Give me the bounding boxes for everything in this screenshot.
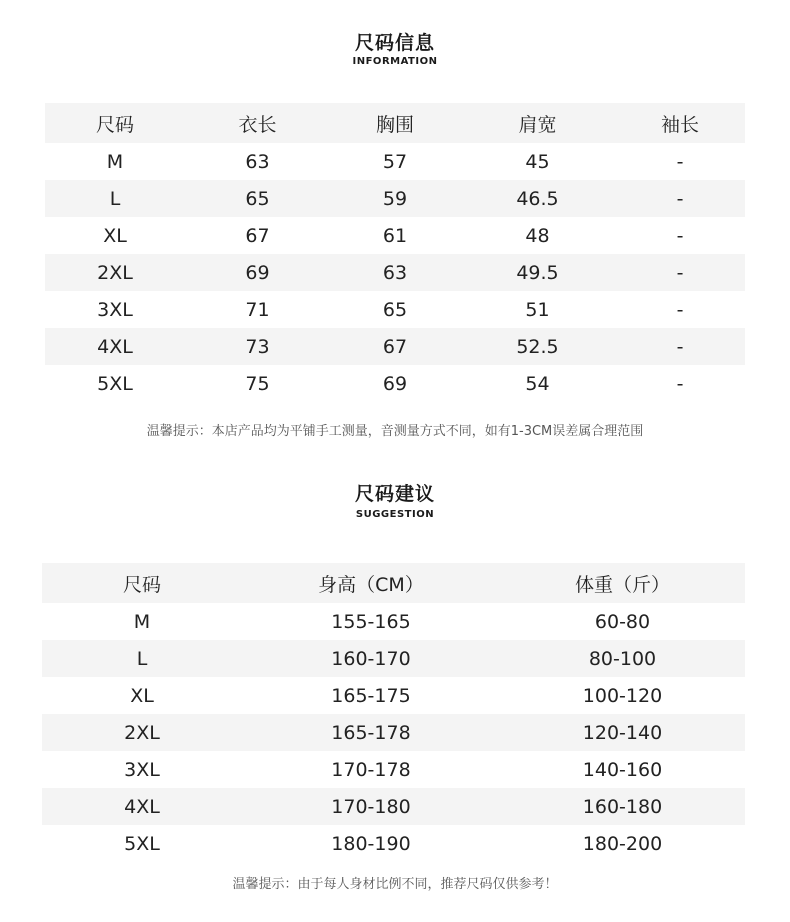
suggestion-note: 温馨提示：由于每人身材比例不同，推荐尺码仅供参考！	[232, 877, 558, 892]
size-suggestion-table	[42, 563, 745, 862]
table-row	[45, 254, 745, 291]
cell-chest: 61	[382, 224, 408, 247]
table-row	[45, 365, 745, 402]
cell-weight: 120-140	[582, 721, 663, 744]
cell-size: 3XL	[124, 758, 160, 781]
cell-size: 5XL	[124, 832, 160, 855]
table-row	[42, 714, 745, 751]
cell-weight: 160-180	[582, 795, 663, 818]
cell-height: 170-180	[331, 795, 411, 818]
cell-shoulder: 49.5	[516, 261, 559, 284]
cell-weight: 60-80	[594, 610, 651, 633]
table-row	[45, 143, 745, 180]
cell-size: XL	[103, 224, 127, 247]
cell-height: 160-170	[331, 647, 411, 670]
header-size: 尺码	[95, 113, 134, 136]
cell-size: 5XL	[97, 372, 133, 395]
cell-shoulder: 52.5	[516, 335, 559, 358]
cell-height: 180-190	[331, 832, 411, 855]
cell-length: 73	[245, 335, 270, 358]
cell-length: 71	[245, 298, 270, 321]
cell-length: 75	[245, 372, 270, 395]
header-shoulder: 肩宽	[518, 113, 557, 136]
cell-weight: 140-160	[582, 758, 663, 781]
cell-height: 155-165	[331, 610, 411, 633]
cell-chest: 67	[382, 335, 408, 358]
cell-size: M	[133, 610, 151, 633]
header-chest: 胸围	[375, 113, 414, 136]
cell-sleeve: -	[676, 224, 684, 247]
table-row	[45, 328, 745, 365]
table-row	[42, 603, 745, 640]
cell-length: 63	[245, 150, 270, 173]
cell-length: 65	[245, 187, 270, 210]
info-subtitle: INFORMATION	[352, 56, 438, 67]
header-sleeve: 袖长	[660, 113, 699, 136]
cell-chest: 57	[382, 150, 408, 173]
cell-length: 67	[245, 224, 270, 247]
table-row	[45, 217, 745, 254]
cell-height: 165-175	[331, 684, 411, 707]
table-row	[42, 640, 745, 677]
cell-sleeve: -	[676, 150, 684, 173]
cell-sleeve: -	[676, 335, 684, 358]
table-row	[42, 751, 745, 788]
cell-size: 3XL	[97, 298, 133, 321]
cell-height: 165-178	[331, 721, 411, 744]
cell-chest: 65	[382, 298, 408, 321]
cell-weight: 100-120	[582, 684, 663, 707]
info-title: 尺码信息	[354, 32, 435, 54]
cell-chest: 63	[382, 261, 408, 284]
cell-sleeve: -	[676, 187, 684, 210]
suggestion-title: 尺码建议	[354, 483, 435, 505]
cell-shoulder: 45	[525, 150, 550, 173]
cell-size: XL	[130, 684, 154, 707]
info-note: 温馨提示：本店产品均为平铺手工测量，音测量方式不同，如有1-3CM误差属合理范围	[146, 424, 644, 439]
cell-shoulder: 51	[525, 298, 550, 321]
cell-shoulder: 46.5	[516, 187, 559, 210]
cell-chest: 59	[382, 187, 408, 210]
cell-size: 2XL	[97, 261, 133, 284]
cell-size: L	[109, 187, 121, 210]
cell-weight: 180-200	[582, 832, 663, 855]
cell-size: L	[136, 647, 148, 670]
suggestion-subtitle: SUGGESTION	[355, 509, 435, 520]
table-header-row	[45, 103, 745, 143]
cell-sleeve: -	[676, 298, 684, 321]
cell-height: 170-178	[331, 758, 411, 781]
size-info-table	[45, 103, 745, 402]
cell-shoulder: 54	[525, 372, 550, 395]
cell-chest: 69	[382, 372, 408, 395]
table-header-row	[42, 563, 745, 603]
cell-size: 2XL	[124, 721, 160, 744]
table-row	[42, 825, 745, 862]
header-length: 衣长	[238, 113, 277, 136]
table-row	[42, 788, 745, 825]
cell-weight: 80-100	[588, 647, 657, 670]
header-height: 身高（CM）	[318, 573, 424, 596]
cell-sleeve: -	[676, 261, 684, 284]
cell-sleeve: -	[676, 372, 684, 395]
cell-size: M	[106, 150, 124, 173]
cell-size: 4XL	[124, 795, 160, 818]
cell-size: 4XL	[97, 335, 133, 358]
table-row	[45, 180, 745, 217]
header-weight: 体重（斤）	[574, 573, 670, 596]
table-row	[42, 677, 745, 714]
header-size: 尺码	[122, 573, 161, 596]
cell-shoulder: 48	[525, 224, 550, 247]
table-row	[45, 291, 745, 328]
cell-length: 69	[245, 261, 270, 284]
